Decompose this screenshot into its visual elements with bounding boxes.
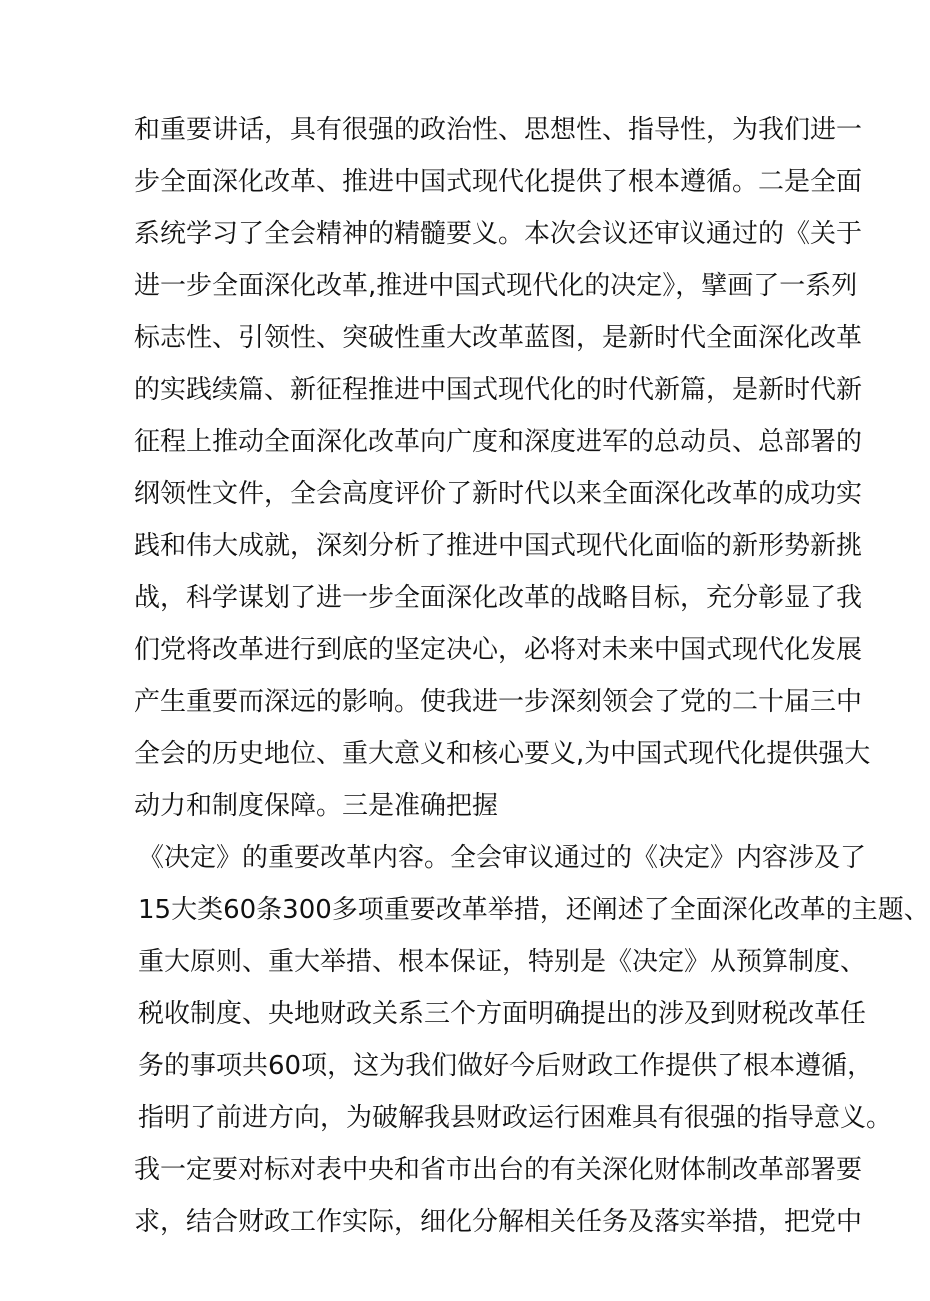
- text-line-18: 税收制度、央地财政关系三个方面明确提出的涉及到财税改革任: [138, 999, 867, 1029]
- text-line-20: 指明了前进方向，为破解我县财政运行困难具有很强的指导意义。: [138, 1103, 893, 1133]
- text-line-22: 求，结合财政工作实际，细化分解相关任务及落实举措，把党中: [134, 1207, 863, 1237]
- text-line-11: 们党将改革进行到底的坚定决心，必将对未来中国式现代化发展: [134, 635, 863, 665]
- text-line-7: 征程上推动全面深化改革向广度和深度进军的总动员、总部署的: [134, 427, 863, 457]
- text-line-12: 产生重要而深远的影响。使我进一步深刻领会了党的二十届三中: [134, 687, 863, 717]
- text-line-1: 和重要讲话，具有很强的政治性、思想性、指导性，为我们进一: [134, 115, 863, 145]
- text-line-5: 标志性、引领性、突破性重大改革蓝图，是新时代全面深化改革: [134, 323, 863, 353]
- text-line-19: 务的事项共60项，这为我们做好今后财政工作提供了根本遵循，: [138, 1051, 874, 1081]
- text-line-14: 动力和制度保障。三是准确把握: [134, 791, 499, 821]
- text-line-16: 15大类60条300多项重要改革举措，还阐述了全面深化改革的主题、: [138, 895, 930, 925]
- text-line-15: 《决定》的重要改革内容。全会审议通过的《决定》内容涉及了: [138, 843, 867, 873]
- text-line-4: 进一步全面深化改革,推进中国式现代化的决定》，擘画了一系列: [134, 271, 858, 301]
- text-line-3: 系统学习了全会精神的精髓要义。本次会议还审议通过的《关于: [134, 219, 863, 249]
- text-line-8: 纲领性文件，全会高度评价了新时代以来全面深化改革的成功实: [134, 479, 863, 509]
- text-line-6: 的实践续篇、新征程推进中国式现代化的时代新篇，是新时代新: [134, 375, 863, 405]
- text-line-2: 步全面深化改革、推进中国式现代化提供了根本遵循。二是全面: [134, 167, 863, 197]
- text-line-21: 我一定要对标对表中央和省市出台的有关深化财体制改革部署要: [134, 1155, 863, 1185]
- text-line-13: 全会的历史地位、重大意义和核心要义,为中国式现代化提供强大: [134, 739, 871, 769]
- text-line-9: 践和伟大成就，深刻分析了推进中国式现代化面临的新形势新挑: [134, 531, 863, 561]
- text-line-10: 战，科学谋划了进一步全面深化改革的战略目标，充分彰显了我: [134, 583, 863, 613]
- body-text: [134, 104, 930, 1248]
- text-line-17: 重大原则、重大举措、根本保证，特别是《决定》从预算制度、: [138, 947, 867, 977]
